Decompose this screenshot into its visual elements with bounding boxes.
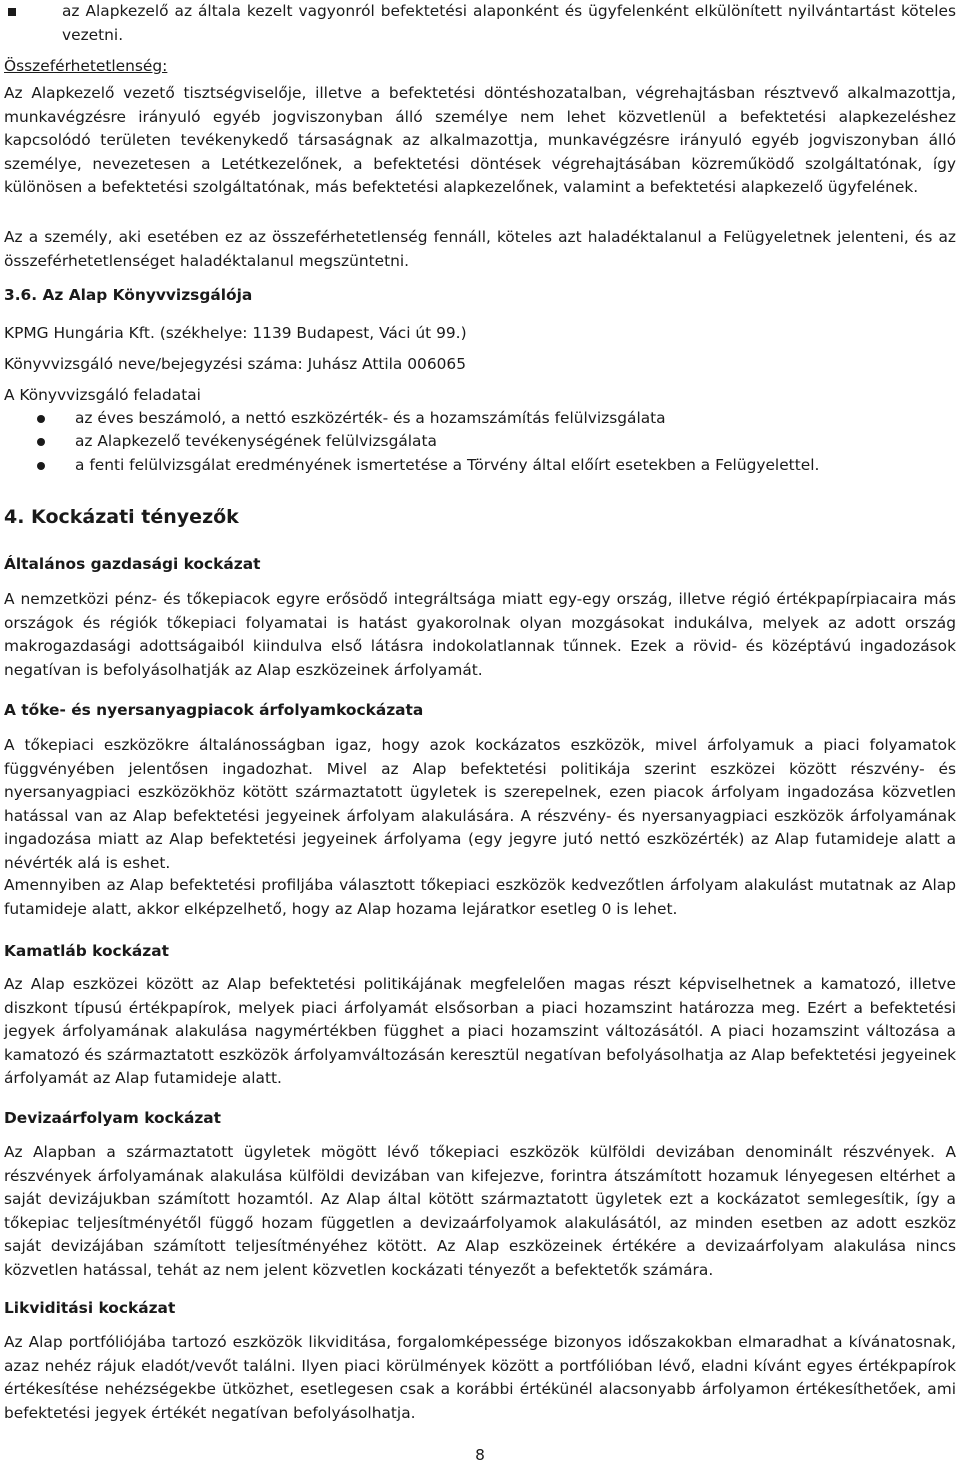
- interest-risk-text: Az Alap eszközei között az Alap befektetési politikájának megfelelően magas részt képviselhetnek a kamatozó, illetve diszkont típusú értékpapírok, melyek piaci árfolyamát elsősorban a piaci hozamszint határozza meg. Ezért a befektetési jegyek árfolyamának alakulása nagymértékben függhet a piaci hozamszint változásától. A piaci hozamszint változása a kamatozó és származtatott eszközök árfolyamváltozásán keresztül negatívan befolyásolhatja az Alap befektetési jegyeinek árfolyamát az Alap futamideje alatt.: [4, 975, 956, 1087]
- fx-risk-title: Devizaárfolyam kockázat: [4, 1109, 222, 1127]
- conflict-paragraph-1: Az Alapkezelő vezető tisztségviselője, illetve a befektetési döntéshozatalban, végrehajtásban résztvevő alkalmazottja, munkavégzésre irányuló egyéb jogviszonyban álló személye nem lehet közvetlenül a befektetési alapkezeléshez kapcsolódó területen tevékenykedő társaságnak az alkalmazottja, munkavégzésre irányuló egyéb jogviszonyban álló személye, nevezetesen a Letétkezelőnek, a befektetési döntések végrehajtásában közreműködő szolgáltatónak, így különösen a befektetési szolgáltatónak, más befektetési alapkezelőnek, valamint a befektetési alapkezelő ügyfelének.: [4, 84, 956, 196]
- general-risk-text: A nemzetközi pénz- és tőkepiacok egyre erősödő integráltsága miatt egy-egy ország, illetve régió értékpapírpiacaira más országok és régiók tőkepiaci folyamatai is hatást gyakorolnak olyan mozgásokat indukálva, melyek az adott ország makrogazdasági adottságaiból kiindulva első látásra indokolatlannak tűnnek. Ezek a rövid- és középtávú ingadozások negatívan is befolyásolhatják az Alap eszközeinek árfolyamát.: [4, 590, 956, 679]
- page-number: 8: [475, 1446, 485, 1464]
- conflict-heading: Összeférhetetlenség:: [4, 57, 168, 75]
- general-risk-title: Általános gazdasági kockázat: [4, 555, 261, 573]
- fx-risk-text: Az Alapban a származtatott ügyletek mögött lévő tőkepiaci eszközök külföldi devizában denominált részvények. A részvények árfolyamának alakulása külföldi devizában van kifejezve, forintra átszámított hozamuk lényegesen eltérhet a saját devizájukban számított hozamtól. Az Alap által kötött származtatott ügyletek ezt a kockázatot semlegesítik, így a tőkepiac teljesítményétől függő hozam független a devizaárfolyamok alakulásától, az minden esetben az adott eszköz saját devizájában számított teljesítményéhez kötött. Az Alap eszközeinek értékére a devizaárfolyam alakulása nincs közvetlen hatással, tehát az nem jelent közvetlen kockázati tényezőt a befektetők számára.: [4, 1143, 956, 1279]
- square-bullet-icon: [8, 8, 16, 16]
- list-item-text: a fenti felülvizsgálat eredményének ismertetése a Törvény által előírt esetekben a Felügyelettel.: [75, 456, 820, 474]
- round-bullet-icon: [37, 415, 45, 423]
- equity-risk-text-2: Amennyiben az Alap befektetési profiljába választott tőkepiaci eszközök kedvezőtlen árfolyam alakulást mutatnak az Alap futamideje alatt, akkor elképzelhető, hogy az Alap hozama lejáratkor esetleg 0 is lehet.: [4, 876, 956, 918]
- auditor-tasks-label: A Könyvvizsgáló feladatai: [4, 386, 201, 404]
- auditor-heading: 3.6. Az Alap Könyvvizsgálója: [4, 286, 253, 304]
- round-bullet-icon: [37, 462, 45, 470]
- liquidity-risk-text: Az Alap portfóliójába tartozó eszközök likviditása, forgalomképessége bizonyos időszakokban elmaradhat a kívánatosnak, azaz nehéz rájuk eladót/vevőt találni. Ilyen piaci körülmények között a portfólióban lévő, eladni kívánt egyes értékpapírok értékesítése nehézségekbe ütközhet, esetlegesen csak a korábbi értékünél alacsonyabb árfolyamon értékesíthetőek, ami befektetési jegyek értékét negatívan befolyásolhatja.: [4, 1333, 956, 1422]
- equity-risk-text-1: A tőkepiaci eszközökre általánosságban igaz, hogy azok kockázatos eszközök, mivel árfolyamuk a piaci folyamatok függvényében jelentősen ingadozhat. Mivel az Alap befektetési politikája szerint eszközei között részvény- és nyersanyagpiaci eszközökhöz kötött származtatott ügyletek is szerepelnek, ezen piacok árfolyam ingadozása közvetlen hatással van az Alap befektetési jegyeinek árfolyam alakulására. A részvény- és nyersanyagpiaci eszközök árfolyamának ingadozása miatt az Alap befektetési jegyeinek árfolyama (egy jegyre jutó nettó eszközérték) az Alap futamideje alatt a névérték alá is eshet.: [4, 736, 956, 872]
- auditor-company: KPMG Hungária Kft. (székhelye: 1139 Budapest, Váci út 99.): [4, 324, 467, 342]
- equity-risk-title: A tőke- és nyersanyagpiacok árfolyamkockázata: [4, 701, 424, 719]
- list-item-text: az Alapkezelő tevékenységének felülvizsgálata: [75, 432, 437, 450]
- conflict-paragraph-2: Az a személy, aki esetében ez az összeférhetetlenség fennáll, köteles azt haladéktalanul a Felügyeletnek jelenteni, és az összeférhetetlenséget haladéktalanul megszüntetni.: [4, 228, 956, 270]
- auditor-name: Könyvvizsgáló neve/bejegyzési száma: Juhász Attila 006065: [4, 355, 467, 373]
- bullet-text: az Alapkezelő az általa kezelt vagyonról befektetési alaponként és ügyfelenként elkülönített nyilvántartást köteles vezetni.: [62, 2, 956, 44]
- interest-risk-title: Kamatláb kockázat: [4, 942, 169, 960]
- liquidity-risk-title: Likviditási kockázat: [4, 1299, 176, 1317]
- round-bullet-icon: [37, 438, 45, 446]
- risk-heading: 4. Kockázati tényezők: [4, 506, 239, 528]
- list-item-text: az éves beszámoló, a nettó eszközérték- és a hozamszámítás felülvizsgálata: [75, 409, 666, 427]
